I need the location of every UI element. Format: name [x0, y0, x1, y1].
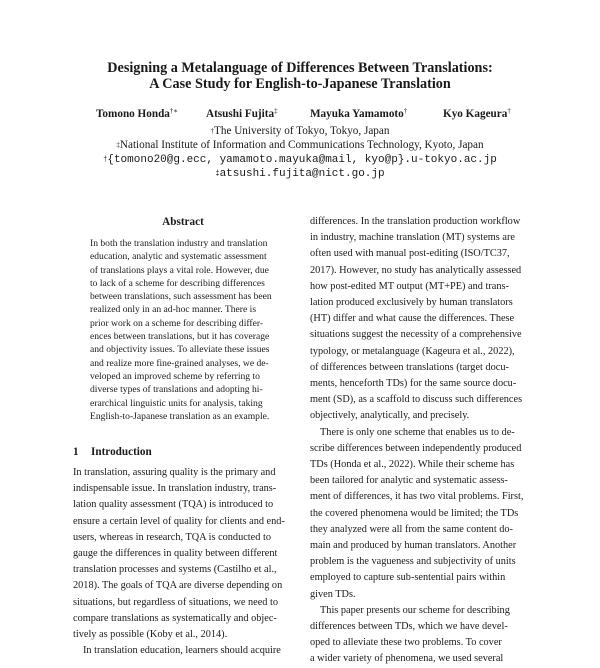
abstract-line: of translations plays a vital role. However, due	[90, 264, 269, 276]
email-nict: ‡atsushi.fujita@nict.go.jp	[215, 168, 385, 180]
author-yamamoto: Mayuka Yamamoto†	[310, 107, 408, 120]
email-tokyo: †{tomono20@g.ecc, yamamoto.mayuka@mail, kyo@p}.u-tokyo.ac.jp	[103, 154, 497, 166]
body-line: translation processes and systems (Castilho et al.,	[73, 564, 277, 576]
body-line: differences. In the translation production workflow	[310, 216, 521, 227]
body-line: how post-edited MT output (MT+PE) and trans-	[310, 280, 509, 292]
body-line: problem is the vagueness and subjectivity of units	[310, 556, 516, 568]
abstract-heading: Abstract	[162, 216, 204, 228]
body-line: situations, but regardless of situations, we need to	[73, 596, 279, 608]
abstract-line: and realize more fine-grained analyses, we de-	[90, 357, 269, 369]
body-line: given TDs.	[310, 588, 356, 600]
body-line: objectively, analytically, and precisely.	[310, 410, 470, 422]
affiliation-tokyo: †The University of Tokyo, Tokyo, Japan	[210, 125, 390, 137]
abstract-line: veloped an improved scheme by referring to	[90, 370, 260, 382]
body-line: been tailored for analytic and systematic assess-	[310, 475, 508, 487]
abstract-line: to lack of a scheme for describing differences	[90, 277, 265, 289]
body-line: tively as possible (Koby et al., 2014).	[73, 629, 228, 641]
author-kageura: Kyo Kageura†	[443, 107, 511, 120]
body-line: compare translations as systematically and objec-	[73, 612, 277, 624]
abstract-line: education, analytic and systematic assessment	[90, 251, 267, 263]
body-line: differences between TDs, which we have devel-	[310, 621, 508, 633]
abstract-line: diverse types of translations and adopting hi-	[90, 384, 263, 396]
abstract-body	[90, 237, 280, 423]
section-heading-introduction	[73, 446, 152, 458]
body-line: ments, henceforth TDs) for the same source docu-	[310, 378, 517, 390]
right-column-body	[310, 214, 535, 668]
body-line: TDs (Honda et al., 2022). While their scheme has	[310, 459, 515, 471]
body-line: ment of differences, it has two vital problems. First,	[310, 491, 524, 503]
body-line: gauge the differences in quality between different	[73, 548, 278, 560]
section-title: Introduction	[91, 446, 152, 458]
abstract-line: erarchical linguistic units for analysis, taking	[90, 397, 263, 409]
body-line: users, whereas in research, TQA is conducted to	[73, 531, 271, 543]
abstract-line: and objectivity issues. To alleviate these issues	[90, 344, 270, 356]
body-line: ment (SD), as a scaffold to discuss such differences	[310, 394, 523, 406]
abstract-line: ences between translations, but it has coverage	[90, 331, 270, 343]
body-line: oped to alleviate these two problems. To cover	[310, 637, 502, 649]
body-line: There is only one scheme that enables us to de-	[320, 426, 515, 438]
body-line: typology, or metalanguage (Kageura et al., 2022),	[310, 345, 515, 357]
paper-title-line-1: Designing a Metalanguage of Differences Between Translations:	[107, 60, 493, 76]
abstract-line: between translations, such assessment has been	[90, 291, 272, 303]
body-line: lation quality assessment (TQA) is introduced to	[73, 499, 274, 511]
body-line: In translation, assuring quality is the primary and	[73, 467, 276, 478]
body-line: they analyzed were all from the same content do-	[310, 523, 513, 535]
body-line: employed to capture sub-sentential pairs within	[310, 572, 506, 584]
body-line: scribe differences between independently produced	[310, 442, 522, 454]
body-line: a wider variety of phenomena, we used several	[310, 653, 504, 665]
body-line: in industry, machine translation (MT) systems are	[310, 232, 515, 244]
body-line: This paper presents our scheme for describing	[320, 604, 510, 616]
author-list	[0, 108, 600, 122]
body-line: often used with manual post-editing (ISO/TC37,	[310, 248, 510, 260]
affiliation-nict: ‡National Institute of Information and Communications Technology, Kyoto, Japan	[116, 139, 484, 151]
body-line: 2017). However, no study has analytically assessed	[310, 264, 522, 276]
abstract-line: English-to-Japanese translation as an example.	[90, 410, 270, 422]
body-line: situations suggest the necessity of a comprehensive	[310, 329, 522, 341]
body-line: ensure a certain level of quality for clients and end-	[73, 515, 285, 527]
author-honda: Tomono Honda†∗	[96, 107, 179, 120]
body-line: of differences between translations (target docu-	[310, 361, 509, 373]
body-line: main and produced by human translators. Another	[310, 540, 517, 552]
body-line: indispensable issue. In translation industry, trans-	[73, 483, 277, 495]
left-column-body	[73, 465, 295, 659]
section-number: 1	[73, 446, 79, 458]
author-fujita: Atsushi Fujita‡	[206, 107, 278, 120]
paper-title-line-2: A Case Study for English-to-Japanese Translation	[149, 76, 451, 92]
abstract-line: realized only in an ad-hoc manner. There is	[90, 304, 257, 316]
body-line: (HT) differ and what cause the differences. These	[310, 313, 515, 325]
body-line: lation produced exclusively by human translators	[310, 297, 513, 309]
abstract-line: prior work on a scheme for describing differ-	[90, 317, 264, 329]
body-line: In translation education, learners should acquire	[83, 645, 281, 657]
body-line: 2018). The goals of TQA are diverse depending on	[73, 580, 283, 592]
body-line: the covered phenomena would be limited; the TDs	[310, 507, 519, 519]
abstract-line: In both the translation industry and translation	[90, 238, 268, 249]
